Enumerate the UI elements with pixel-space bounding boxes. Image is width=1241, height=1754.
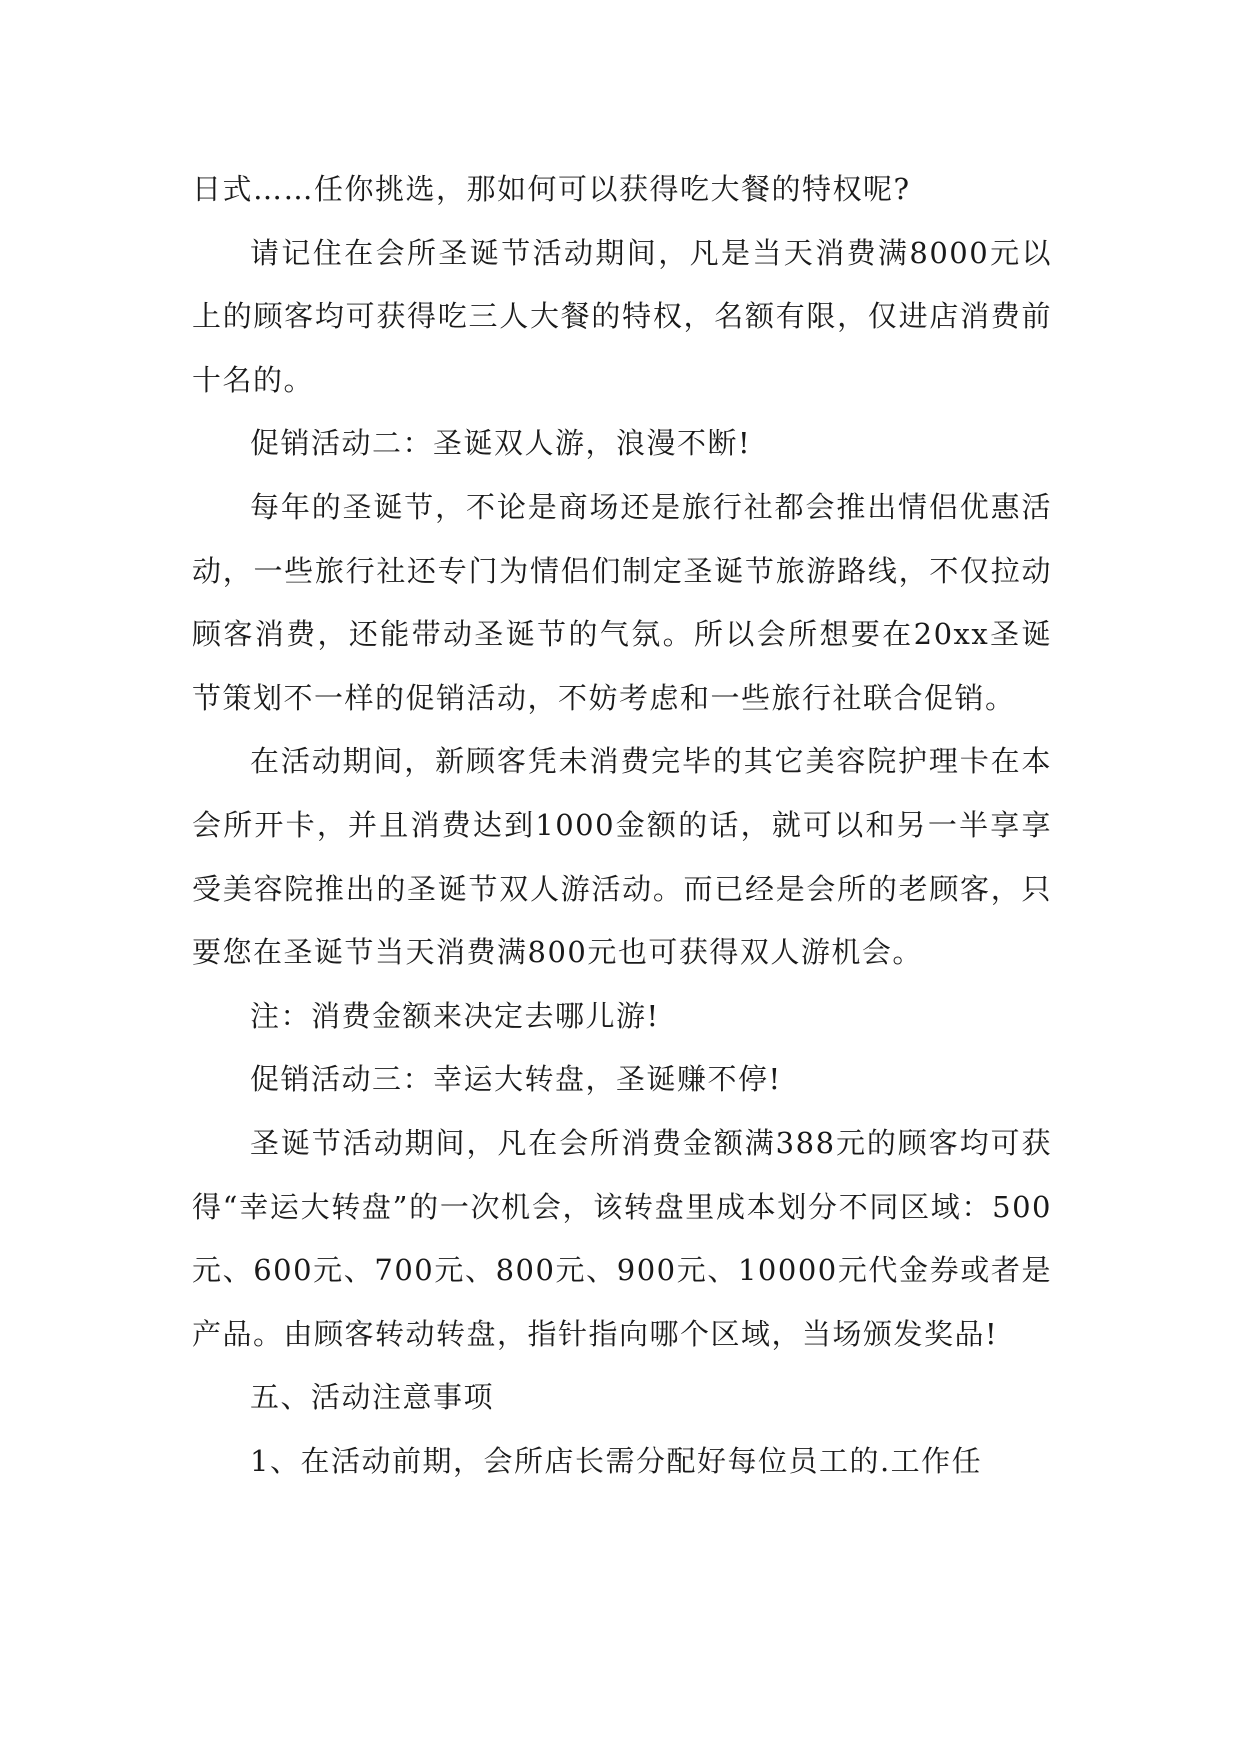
paragraph: 每年的圣诞节，不论是商场还是旅行社都会推出情侣优惠活动，一些旅行社还专门为情侣们制定圣诞节旅游路线，不仅拉动顾客消费，还能带动圣诞节的气氛。所以会所想要在20xx圣诞节策划不一样的促销活动，不妨考虑和一些旅行社联合促销。 [192, 489, 1052, 715]
paragraph: 1、在活动前期，会所店长需分配好每位员工的.工作任 [250, 1443, 983, 1478]
section-heading: 五、活动注意事项 [250, 1380, 495, 1415]
section-heading: 促销活动三：幸运大转盘，圣诞赚不停! [250, 1062, 782, 1097]
paragraph: 请记住在会所圣诞节活动期间，凡是当天消费满8000元以上的顾客均可获得吃三人大餐的特权，名额有限，仅进店消费前十名的。 [192, 235, 1052, 397]
section-heading: 促销活动二：圣诞双人游，浪漫不断! [250, 426, 752, 461]
paragraph: 日式……任你挑选，那如何可以获得吃大餐的特权呢? [192, 172, 911, 206]
note: 注：消费金额来决定去哪儿游! [250, 998, 660, 1033]
document-body [192, 158, 1052, 1493]
paragraph: 圣诞节活动期间，凡在会所消费金额满388元的顾客均可获得“幸运大转盘”的一次机会，该转盘里成本划分不同区域：500元、600元、700元、800元、900元、10000元代金券或者是产品。由顾客转动转盘，指针指向哪个区域，当场颁发奖品! [192, 1125, 1052, 1351]
paragraph: 在活动期间，新顾客凭未消费完毕的其它美容院护理卡在本会所开卡，并且消费达到1000金额的话，就可以和另一半享享受美容院推出的圣诞节双人游活动。而已经是会所的老顾客，只要您在圣诞节当天消费满800元也可获得双人游机会。 [192, 744, 1052, 970]
